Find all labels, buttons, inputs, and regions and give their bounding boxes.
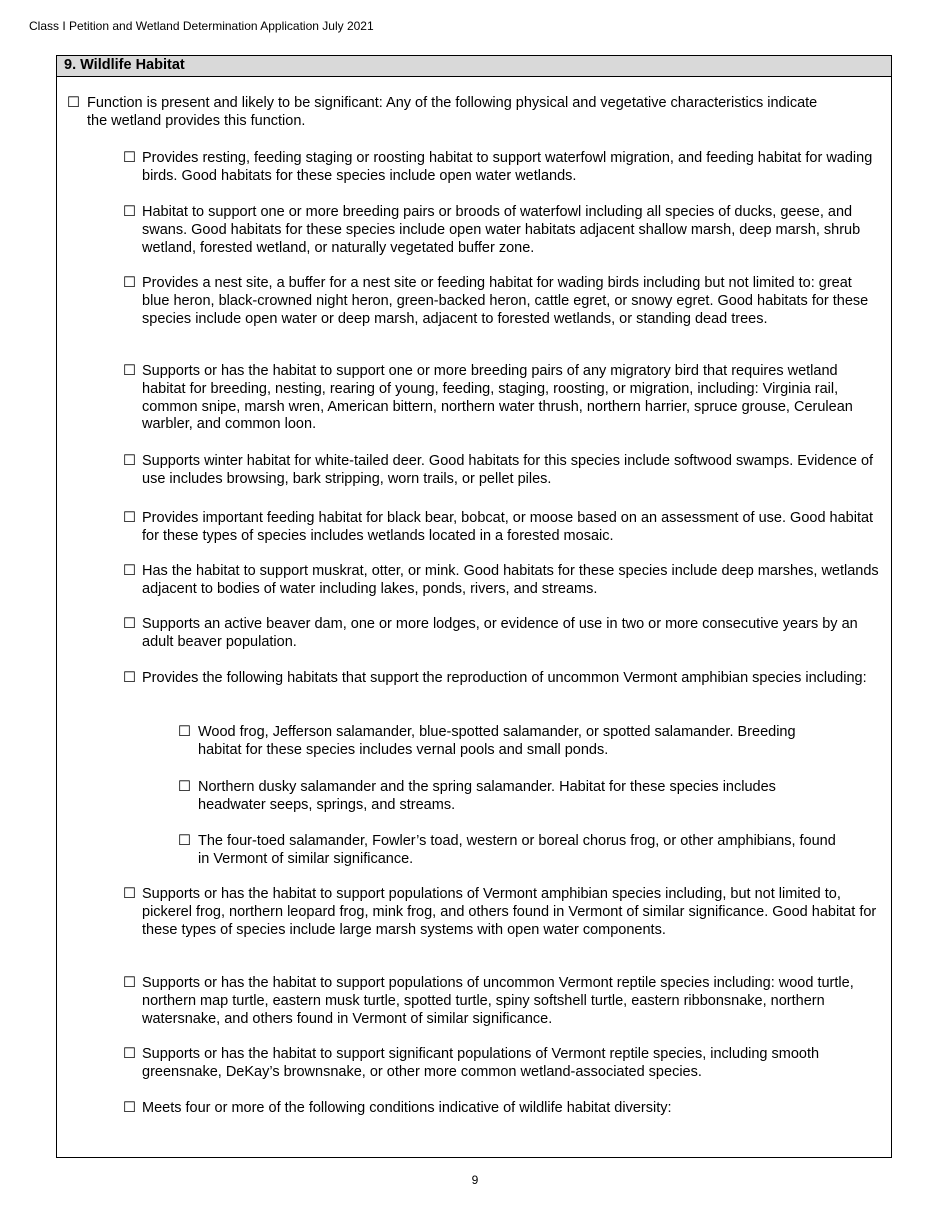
checkbox[interactable]: ☐ xyxy=(123,363,136,379)
criterion-item xyxy=(123,886,883,939)
criterion-item xyxy=(123,363,883,434)
checkbox[interactable]: ☐ xyxy=(123,1100,136,1116)
amphibian-subitem xyxy=(178,833,838,869)
checkbox[interactable]: ☐ xyxy=(67,95,80,111)
item-text: Function is present and likely to be significant: Any of the following physical and vegetative characteristics indicate the wetland provides this function. xyxy=(87,95,818,129)
amphibian-subitem xyxy=(178,724,838,760)
item-text: Supports winter habitat for white-tailed deer. Good habitats for this species include softwood swamps. Evidence of use includes browsing, bark stripping, worn trails, or pellet piles. xyxy=(142,453,874,487)
item-text: Wood frog, Jefferson salamander, blue-spotted salamander, or spotted salamander. Breeding habitat for these species includes vernal pools and small ponds. xyxy=(198,724,796,758)
item-text: Has the habitat to support muskrat, otter, or mink. Good habitats for these species include deep marshes, wetlands adjacent to bodies of water including lakes, ponds, rivers, and streams. xyxy=(142,563,879,597)
criterion-item xyxy=(123,204,883,257)
item-text: Provides the following habitats that support the reproduction of uncommon Vermont amphibian species including: xyxy=(142,670,867,686)
item-text: The four-toed salamander, Fowler’s toad, western or boreal chorus frog, or other amphibians, found in Vermont of similar significance. xyxy=(198,833,836,867)
criterion-item xyxy=(123,275,883,328)
item-text: Supports or has the habitat to support one or more breeding pairs of any migratory bird that requires wetland habitat for breeding, nesting, rearing of young, feeding, staging, roosting, or migration, including: Virginia rail, common snipe, marsh wren, American bittern, northern water thrush, northern harrier, spruce grouse, Cerulean warbler, and common loon. xyxy=(142,363,853,433)
checkbox[interactable]: ☐ xyxy=(123,975,136,991)
wildlife-habitat-section xyxy=(56,55,892,1158)
checkbox[interactable]: ☐ xyxy=(123,275,136,291)
item-text: Provides important feeding habitat for black bear, bobcat, or moose based on an assessment of use. Good habitat for these types of species includes wetlands located in a forested mosaic. xyxy=(142,510,874,544)
criterion-item xyxy=(123,670,883,688)
criterion-item xyxy=(123,510,883,546)
item-text: Habitat to support one or more breeding pairs or broods of waterfowl including all species of ducks, geese, and swans. Good habitats for these species include open water habitats adjacent shallow marsh, deep marsh, shrub wetland, forested wetland, or naturally vegetated buffer zone. xyxy=(142,204,861,256)
checkbox[interactable]: ☐ xyxy=(123,453,136,469)
item-text: Provides resting, feeding staging or roosting habitat to support waterfowl migration, and feeding habitat for wading birds. Good habitats for these species include open water wetlands. xyxy=(142,150,873,184)
item-text: Provides a nest site, a buffer for a nest site or feeding habitat for wading birds including but not limited to: great blue heron, black-crowned night heron, green-backed heron, cattle egret, or snowy egret. Good habitats for these species include open water or deep marsh, adjacent to forested wetlands, or standing dead trees. xyxy=(142,275,869,327)
amphibian-subitem xyxy=(178,779,838,815)
checkbox[interactable]: ☐ xyxy=(123,886,136,902)
criterion-item xyxy=(123,563,883,599)
checkbox[interactable]: ☐ xyxy=(178,724,191,740)
criterion-item xyxy=(123,975,883,1028)
criterion-item xyxy=(123,1100,883,1118)
criterion-item xyxy=(123,1046,883,1082)
checkbox[interactable]: ☐ xyxy=(123,563,136,579)
checkbox[interactable]: ☐ xyxy=(178,779,191,795)
item-text: Supports or has the habitat to support significant populations of Vermont reptile species, including smooth greensnake, DeKay’s brownsnake, or other more common wetland-associated species. xyxy=(142,1046,820,1080)
item-text: Supports an active beaver dam, one or more lodges, or evidence of use in two or more consecutive years by an adult beaver population. xyxy=(142,616,858,650)
page-number: 9 xyxy=(471,1173,479,1187)
checkbox[interactable]: ☐ xyxy=(123,1046,136,1062)
checkbox[interactable]: ☐ xyxy=(123,616,136,632)
checkbox[interactable]: ☐ xyxy=(178,833,191,849)
function-present-item xyxy=(67,95,827,131)
checkbox[interactable]: ☐ xyxy=(123,670,136,686)
checkbox[interactable]: ☐ xyxy=(123,150,136,166)
item-text: Northern dusky salamander and the spring salamander. Habitat for these species includes headwater seeps, springs, and streams. xyxy=(198,779,776,813)
checkbox[interactable]: ☐ xyxy=(123,204,136,220)
checkbox[interactable]: ☐ xyxy=(123,510,136,526)
section-title: 9. Wildlife Habitat xyxy=(57,56,891,77)
item-text: Supports or has the habitat to support populations of Vermont amphibian species including, but not limited to, pickerel frog, northern leopard frog, mink frog, and others found in Vermont of similar significance. Good habitat for these types of species include large marsh systems with open water components. xyxy=(142,886,877,938)
item-text: Supports or has the habitat to support populations of uncommon Vermont reptile species including: wood turtle, northern map turtle, eastern musk turtle, spotted turtle, spiny softshell turtle, eastern ribbonsnake, northern watersnake, and others found in Vermont of similar significance. xyxy=(142,975,854,1027)
criterion-item xyxy=(123,453,883,489)
item-text: Meets four or more of the following conditions indicative of wildlife habitat diversity: xyxy=(142,1100,672,1116)
criterion-item xyxy=(123,616,883,652)
criterion-item xyxy=(123,150,883,186)
document-header: Class I Petition and Wetland Determination Application July 2021 xyxy=(29,19,374,33)
